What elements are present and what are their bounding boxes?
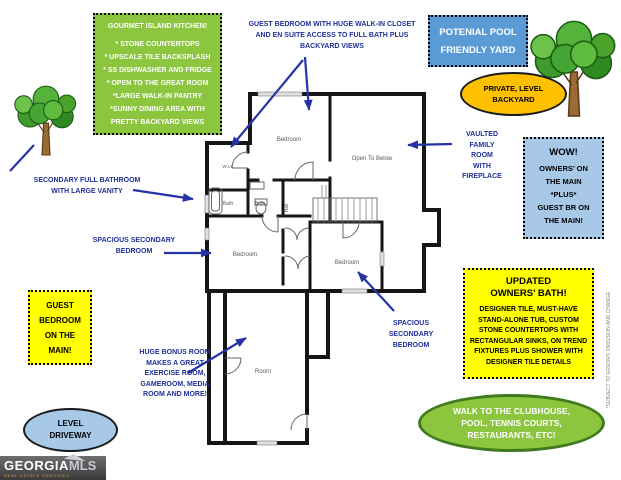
callout-line: OWNERS’ ON [539, 164, 588, 173]
disclaimer-text: *SUBJECT TO ERRORS OMISSION AND CHANGE [606, 291, 612, 409]
callout-line: DESIGNER TILE DETAILS [485, 358, 572, 366]
callout-line: ROOM [471, 152, 493, 159]
floorplan-stairs [313, 185, 377, 222]
callout-title: UPDATED [505, 276, 552, 287]
callout-line: BEDROOM [39, 316, 81, 325]
callout-line: GAMEROOM, MEDIA [140, 380, 210, 388]
callout-line: DESIGNER TILE, MUST-HAVE [479, 306, 578, 313]
callout-title: GOURMET ISLAND KITCHEN! [107, 23, 208, 30]
callout-line: STAND-ALONE TUB, CUSTOM [478, 316, 579, 324]
callout-line: * STONE COUNTERTOPS [115, 41, 200, 48]
floorplan-exterior-walls [207, 94, 439, 443]
callout-line: PRETTY BACKYARD VIEWS [110, 119, 205, 126]
callout-line: DRIVEWAY [49, 431, 92, 440]
room-label-hall: Hall [284, 203, 290, 213]
callout-line: * UPSCALE TILE BACKSPLASH [104, 54, 211, 61]
callout-line: SPACIOUS SECONDARY [92, 237, 176, 244]
callout-line: BEDROOM [392, 342, 430, 349]
callout-line: PRIVATE, LEVEL [483, 84, 544, 93]
guest-bedroom-note [232, 19, 432, 52]
callout-line: BACKYARD [492, 95, 535, 104]
callout-line: MAIN! [48, 346, 72, 355]
callout-line: ROOM AND MORE! [143, 391, 207, 398]
walk-to-clubhouse-oval [418, 394, 605, 452]
vaulted-family-room-note [445, 130, 519, 183]
private-backyard-oval [460, 72, 567, 116]
callout-line: * OPEN TO THE GREAT ROOM [106, 80, 209, 87]
callout-line: SPACIOUS [392, 320, 430, 327]
callout-line: *SUNNY DINING AREA WITH [110, 106, 205, 113]
callout-line: GUEST [46, 301, 74, 310]
callout-line: STONE COUNTERTOPS WITH [478, 327, 579, 334]
room-label-open-to-below: Open To Below [351, 156, 393, 162]
floorplan-fixtures [209, 182, 267, 214]
room-label-bath-middle: Bath [254, 201, 266, 207]
callout-line: THE MAIN! [544, 216, 583, 225]
callout-line: WALK TO THE CLUBHOUSE, [453, 406, 570, 416]
logo-text-georgia: GEORGIA [4, 457, 69, 473]
callout-line: RESTAURANTS, ETC! [467, 430, 556, 440]
callout-line: BACKYARD VIEWS [300, 43, 364, 50]
callout-line: MAKES A GREAT [146, 359, 204, 367]
callout-line: EXERCISE ROOM, [144, 370, 206, 377]
spacious-secondary-right-note [378, 318, 444, 351]
georgia-mls-logo [0, 456, 106, 480]
callout-line: LEVEL [57, 419, 84, 428]
callout-line: RECTANGULAR SINKS, ON TREND [469, 337, 588, 345]
callout-line: POOL, TENNIS COURTS, [461, 418, 562, 428]
logo-tagline: REAL ESTATE SERVICES [4, 472, 70, 478]
room-label-bedroom-upper: Bedroom [276, 137, 302, 143]
secondary-bathroom-note [28, 175, 146, 197]
callout-title: WOW! [549, 147, 578, 158]
callout-line: FRIENDLY YARD [440, 45, 516, 56]
level-driveway-oval [23, 408, 118, 452]
arrow-to-wic [231, 60, 303, 147]
tree-icon [15, 86, 76, 155]
callout-line: *PLUS* [550, 190, 577, 199]
callout-line: ON THE [44, 331, 76, 340]
callout-line: FAMILY [469, 141, 495, 149]
callout-line: * SS DISHWASHER AND FRIDGE [103, 67, 212, 74]
callout-line: SECONDARY [388, 331, 434, 338]
callout-title: OWNERS’ BATH! [490, 288, 567, 299]
callout-line: WITH [473, 162, 491, 170]
callout-line: GUEST BEDROOM WITH HUGE WALK-IN CLOSET [248, 21, 416, 28]
callout-line: VAULTED [465, 131, 499, 138]
guest-bedroom-main-callout [28, 290, 92, 365]
room-label-bedroom-right: Bedroom [334, 260, 360, 266]
callout-line: HUGE BONUS ROOM [139, 349, 211, 356]
gourmet-kitchen-callout [93, 13, 222, 135]
callout-line: FIXTURES PLUS SHOWER WITH [474, 348, 583, 355]
logo-brand [4, 459, 106, 472]
room-label-bonus: Room [254, 369, 272, 375]
callout-line: POTENIAL POOL [439, 27, 517, 38]
huge-bonus-room-note [114, 348, 236, 401]
arrow-to-upper-bedroom [305, 57, 309, 110]
updated-owners-bath-callout [463, 268, 594, 379]
potential-pool-callout [428, 15, 528, 67]
spacious-secondary-left-note [88, 235, 180, 257]
room-label-bath-left: Bath [222, 201, 234, 207]
logo-text-mls: MLS [68, 457, 97, 473]
callout-line: BEDROOM [115, 248, 153, 255]
room-label-bedroom-left: Bedroom [232, 252, 258, 258]
callout-line: *LARGE WALK-IN PANTRY [112, 93, 203, 100]
callout-line: WITH LARGE VANITY [51, 188, 123, 195]
room-label-wic: W.I.C [222, 164, 234, 169]
callout-line: AND EN SUITE ACCESS TO FULL BATH PLUS [255, 32, 409, 39]
callout-line: FIREPLACE [462, 173, 502, 180]
callout-line: SECONDARY FULL BATHROOM [33, 177, 141, 184]
callout-line: THE MAIN [545, 177, 582, 186]
callout-line: GUEST BR ON [537, 203, 590, 212]
pointer-line-tree [10, 145, 34, 171]
wow-owners-main-callout [523, 137, 604, 239]
